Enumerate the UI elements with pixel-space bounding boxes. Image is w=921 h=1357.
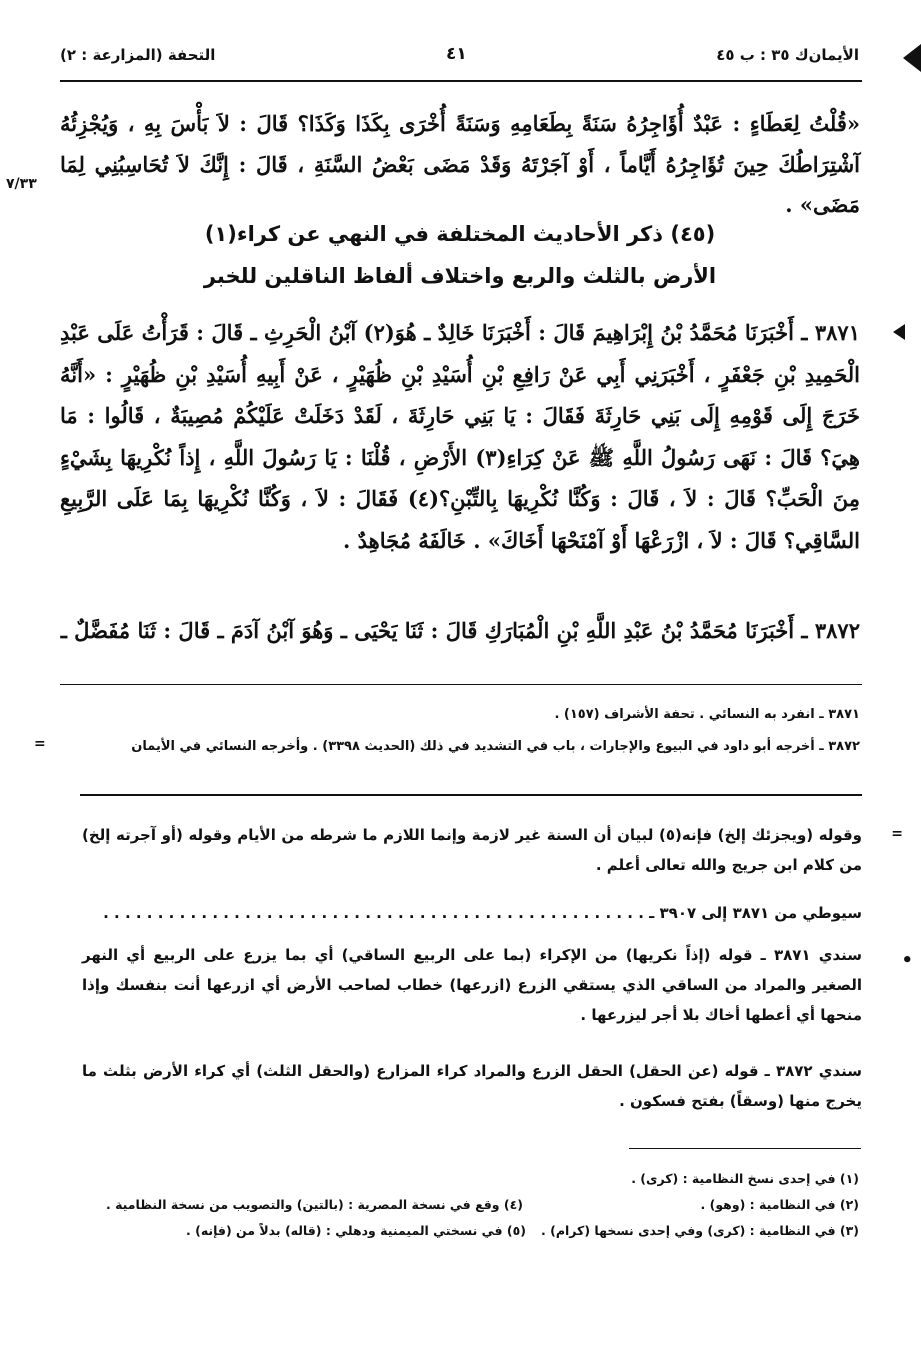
suyuti-range bbox=[82, 898, 862, 928]
chapter-heading-line2: الأرض بالثلث والربع واختلاف ألفاظ الناقلين للخبر bbox=[203, 264, 717, 288]
takhrij-3871: ٣٨٧١ ـ انفرد به النسائي . تحفة الأشراف (١٥٧) . bbox=[554, 707, 860, 722]
suyuti-dots: . . . . . . . . . . . . . . . . . . . . . . . . . . . . . . . . . . . . . . . . . . . . . . . . . . bbox=[103, 904, 644, 922]
margin-equals-2: = bbox=[891, 826, 903, 842]
takhrij-rule bbox=[60, 684, 862, 685]
header-right-text: الأيمان‌ك ٣٥ : ب ٤٥ bbox=[716, 46, 859, 64]
footnote-1: (١) في إحدى نسخ النظامية : (كرى) . bbox=[631, 1171, 859, 1186]
header-rule bbox=[60, 80, 862, 82]
page-edge-marker-icon bbox=[903, 44, 921, 72]
margin-ref-7-33: ٧/٣٣ bbox=[6, 176, 37, 192]
footnote-5: (٥) في نسختي الميمنية ودهلي : (قاله) بدلاً من (فإنه) . bbox=[186, 1223, 526, 1238]
takhrij-3872: ٣٨٧٢ ـ أخرجه أبو داود في البيوع والإجارات ، باب في التشديد في ذلك (الحديث ٣٣٩٨) . وأخرجه النسائي في الأيمان bbox=[131, 739, 860, 754]
commentary-para: وقوله (ويجزئك إلخ) فإنه(٥) لبيان أن السنة غير لازمة وإنما اللازم ما شرطه من الأيام وقوله (أو آجرته إلخ) من كلام ابن جريج والله تعالى أعلم . bbox=[82, 826, 862, 874]
footnote-2: (٢) في النظامية : (وهو) . bbox=[700, 1197, 859, 1212]
header-left-text: التحفة (المزارعة : ٢) bbox=[60, 46, 216, 64]
page-number: ٤١ bbox=[446, 44, 467, 64]
commentary-rule bbox=[80, 794, 862, 796]
footnote-rule bbox=[629, 1148, 861, 1149]
hadith-3871: ٣٨٧١ ـ أَخْبَرَنَا مُحَمَّدُ بْنُ إِبْرَاهِيمَ قَالَ : أَخْبَرَنَا خَالِدٌ ـ هُوَ(٢) آبْنُ الْحَرِثِ ـ قَالَ : قَرَأْتُ عَلَى عَبْدِ الْحَمِيدِ بْنِ جَعْفَرٍ ، أَخْبَرَنِي أَبِي عَنْ رَافِعِ بْنِ أُسَيْدِ بْنِ ظُهَيْرٍ ، عَنْ أَبِيهِ أُسَيْدِ بْنِ ظُهَيْرٍ : «أَنَّهُ خَرَجَ إِلَى قَوْمِهِ إِلَى بَنِي حَارِثَةَ فَقَالَ : يَا بَنِي حَارِثَةَ ، لَقَدْ دَخَلَتْ عَلَيْكُمْ مُصِيبَةٌ ، قَالُوا : مَا هِيَ؟ قَالَ : نَهَى رَسُولُ اللَّهِ ﷺ عَنْ كِرَاءِ(٣) الأَرْضِ ، قُلْنَا : يَا رَسُولَ اللَّهِ ، إِذاً نُكْرِيهَا بِشَيْءٍ مِنَ الْحَبِّ؟ قَالَ : لاَ ، قَالَ : وَكُنَّا نُكْرِيهَا بِالتِّبْنِ؟(٤) فَقَالَ : لاَ ، وَكُنَّا نُكْرِيهَا بِمَا عَلَى الرَّبِيعِ السَّاقِي؟ قَالَ : لاَ ، ازْرَعْهَا أَوْ آمْنَحْهَا أَخَاكَ» . خَالَفَهُ مُجَاهِدٌ . bbox=[60, 320, 861, 553]
footnote-3: (٣) في النظامية : (كرى) وفي إحدى نسخها (كرام) . bbox=[541, 1223, 859, 1238]
sindi-3871: سندي ٣٨٧١ ـ قوله (إذاً نكريها) من الإكراء (بما على الربيع الساقي) أي بما يزرع على الربيع أي النهر الصغير والمراد من الساقي الذي يستقي الزرع (ازرعها) خطاب لصاحب الأرض أي ازرعها أنت بنفسك وإذا منحها أي أعطها أخاك بلا أجر ليزرعها . bbox=[82, 946, 862, 1024]
hadith-marker-icon bbox=[893, 324, 905, 340]
chapter-heading-line1: (٤٥) ذكر الأحاديث المختلفة في النهي عن كراء(١) bbox=[204, 222, 716, 246]
margin-equals-1: = bbox=[34, 736, 46, 752]
margin-bullet: • bbox=[901, 950, 913, 971]
sindi-3872: سندي ٣٨٧٢ ـ قوله (عن الحقل) الحقل الزرع والمراد كراء المزارع (والحقل الثلث) أي كراء الأرض بثلث ما يخرج منها (وسقاً) بفتح فسكون . bbox=[82, 1062, 863, 1110]
suyuti-label: سيوطي من ٣٨٧١ إلى ٣٩٠٧ ـ bbox=[649, 904, 862, 922]
hadith-3872: ٣٨٧٢ ـ أَخْبَرَنَا مُحَمَّدُ بْنُ عَبْدِ اللَّهِ بْنِ الْمُبَارَكِ قَالَ : ثَنَا يَحْيَى ـ وَهُوَ آبْنُ آدَمَ ـ قَالَ : ثَنَا مُفَضَّلٌ ـ bbox=[60, 618, 860, 643]
intro-passage: «قُلْتُ لِعَطَاءٍ : عَبْدٌ أُؤَاجِرُهُ سَنَةً بِطَعَامِهِ وَسَنَةً أُخْرَى بِكَذَا وَكَذَا؟ قَالَ : لاَ بَأْسَ بِهِ ، وَيُجْزِئُهُ آشْتِرَاطُكَ حِينَ تُؤَاجِرُهُ أَيَّاماً ، أَوْ آجَرْتَهُ وَقَدْ مَضَى بَعْضُ السَّنَةِ ، قَالَ : إِنَّكَ لاَ تُحَاسِبُنِي لِمَا مَضَى» . bbox=[60, 111, 860, 217]
footnote-4: (٤) وقع في نسخة المصرية : (بالتين) والتصويب من نسخة النظامية . bbox=[106, 1197, 523, 1212]
